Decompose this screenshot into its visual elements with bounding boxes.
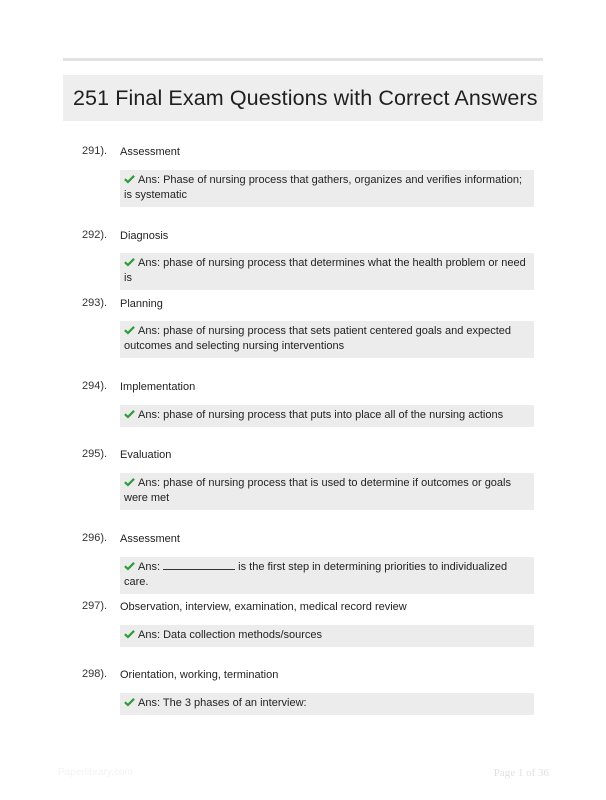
page-number: Page 1 of 36: [493, 767, 549, 779]
question-text: Diagnosis: [120, 230, 169, 242]
answer-prefix: Ans:: [138, 477, 161, 489]
check-icon: [124, 629, 135, 639]
answer-text: phase of nursing process that is used to determine if outcomes or goals were met: [124, 477, 511, 504]
page-title: 251 Final Exam Questions with Correct Answers: [73, 85, 538, 110]
answer-box: [120, 170, 534, 207]
question-number: 294).: [82, 380, 108, 392]
answer-box: [120, 473, 534, 510]
question-text: Assessment: [120, 533, 180, 545]
answer-text: The 3 phases of an interview:: [162, 697, 307, 709]
question-number: 297).: [82, 600, 108, 612]
answer-box: [120, 693, 534, 715]
fill-in-blank: [163, 560, 235, 570]
answer-box: [120, 625, 534, 647]
question-number: 295).: [82, 448, 108, 460]
question-number: 291).: [82, 145, 108, 157]
answer-prefix: Ans:: [138, 697, 161, 709]
answer-prefix: Ans:: [138, 561, 161, 573]
check-icon: [124, 325, 135, 335]
check-icon: [124, 697, 135, 707]
question-text: Orientation, working, termination: [120, 669, 279, 681]
question-number: 298).: [82, 668, 108, 680]
check-icon: [124, 409, 135, 419]
answer-prefix: Ans:: [138, 174, 161, 186]
question-text: Assessment: [120, 146, 180, 158]
check-icon: [124, 257, 135, 267]
answer-prefix: Ans:: [138, 629, 161, 641]
footer-watermark: Paperlibrary.com: [58, 767, 133, 778]
answer-prefix: Ans:: [138, 409, 161, 421]
question-number: 293).: [82, 297, 108, 309]
question-text: Observation, interview, examination, medical record review: [120, 601, 407, 613]
check-icon: [124, 561, 135, 571]
question-text: Evaluation: [120, 449, 172, 461]
question-text: Planning: [120, 298, 163, 310]
answer-text: is the first step in determining priorities to individualized care.: [124, 561, 508, 588]
answer-text: phase of nursing process that determines what the health problem or need is: [124, 257, 526, 284]
answer-text: Data collection methods/sources: [163, 629, 323, 641]
question-text: Implementation: [120, 381, 196, 393]
answer-box: [120, 253, 534, 290]
answer-text: phase of nursing process that sets patient centered goals and expected outcomes and selecting nursing interventions: [124, 325, 512, 352]
answer-prefix: Ans:: [138, 257, 161, 269]
answer-prefix: Ans:: [138, 325, 161, 337]
check-icon: [124, 477, 135, 487]
check-icon: [124, 174, 135, 184]
answer-box: [120, 557, 534, 594]
answer-text: Phase of nursing process that gathers, organizes and verifies information; is systematic: [124, 174, 522, 201]
answer-box: [120, 405, 534, 427]
question-number: 296).: [82, 532, 108, 544]
title-banner: [63, 75, 543, 121]
answer-box: [120, 321, 534, 358]
answer-text: phase of nursing process that puts into place all of the nursing actions: [163, 409, 504, 421]
question-number: 292).: [82, 229, 108, 241]
top-divider: [63, 58, 543, 61]
